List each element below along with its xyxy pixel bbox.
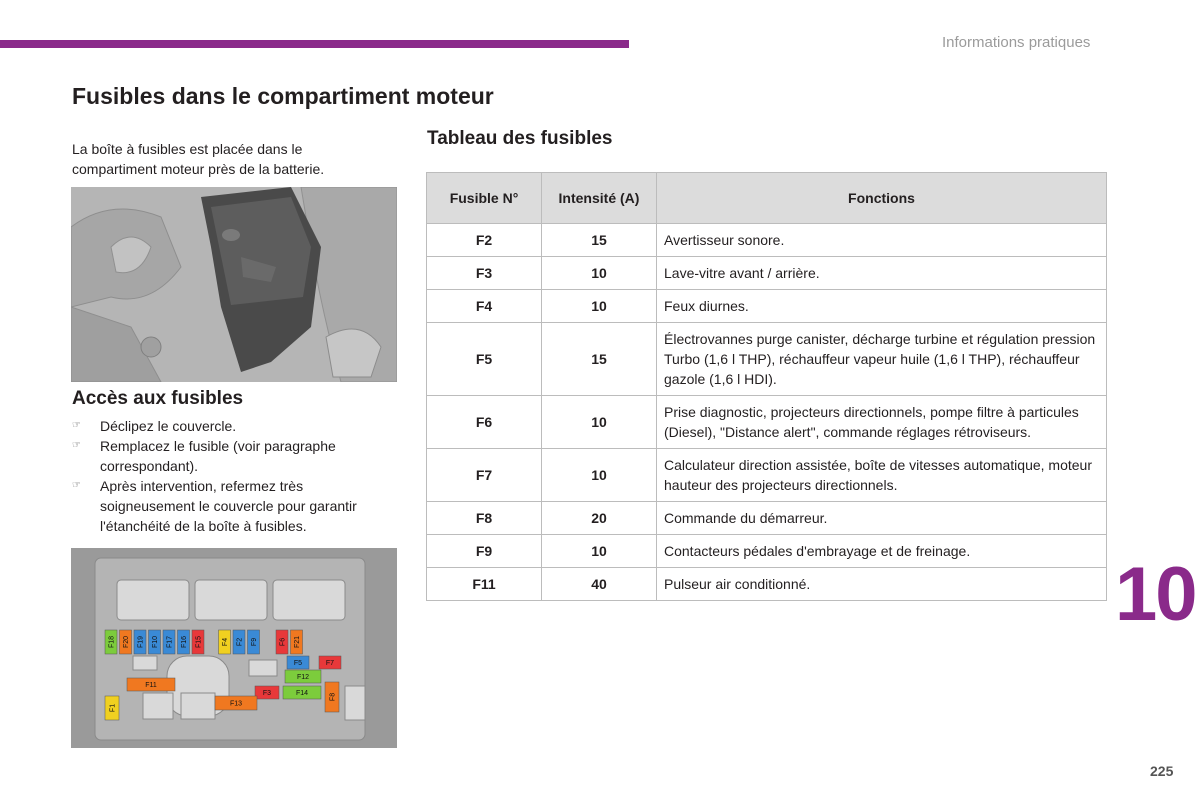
svg-text:F4: F4 [222, 637, 229, 647]
svg-text:F17: F17 [166, 635, 174, 649]
cell-amps: 10 [542, 290, 657, 323]
cell-fuse: F4 [427, 290, 542, 323]
bullet-icon: ☞ [72, 480, 81, 491]
table-row [427, 502, 1107, 535]
fuse-f21 [291, 630, 303, 654]
page-number: 225 [1150, 763, 1174, 779]
svg-text:F1: F1 [109, 703, 117, 713]
cell-func: Avertisseur sonore. [657, 224, 1107, 257]
bullet-icon: ☞ [72, 440, 81, 451]
svg-text:F12: F12 [296, 674, 310, 681]
cell-amps: 20 [542, 502, 657, 535]
fuse-f12 [285, 670, 321, 683]
fuse-table [426, 172, 1107, 601]
step-text: Après intervention, refermez très soigneusement le couvercle pour garantir l'étanchéité de la boîte à fusibles. [100, 478, 357, 534]
svg-text:F9: F9 [251, 637, 258, 647]
svg-text:F16: F16 [181, 635, 188, 649]
fuse-f11 [127, 678, 175, 691]
cell-func: Lave-vitre avant / arrière. [657, 257, 1107, 290]
fuse-f15 [192, 630, 204, 654]
fuse-f5 [287, 656, 309, 669]
list-item [72, 416, 392, 436]
table-row [427, 224, 1107, 257]
fuse-f17 [163, 630, 175, 654]
svg-text:F8: F8 [329, 692, 337, 702]
fuse-table-body [427, 224, 1107, 601]
cell-func: Électrovannes purge canister, décharge turbine et régulation pression Turbo (1,6 l THP), réchauffeur vapeur huile (1,6 l THP), réchauffeur gazole (1,6 l HDI). [657, 323, 1107, 396]
column-header-functions: Fonctions [657, 173, 1107, 224]
fuse-f13 [215, 696, 257, 710]
column-header-fuse: Fusible N° [427, 173, 542, 224]
step-text: Remplacez le fusible (voir paragraphe correspondant). [100, 438, 336, 474]
cell-amps: 10 [542, 257, 657, 290]
fuse-f19 [134, 630, 146, 654]
fuse-f20 [120, 630, 132, 654]
table-row [427, 323, 1107, 396]
bullet-icon: ☞ [72, 420, 81, 431]
cell-func: Pulseur air conditionné. [657, 568, 1107, 601]
fuse-f3 [255, 686, 279, 699]
svg-text:F13: F13 [229, 700, 243, 708]
svg-text:F3: F3 [262, 690, 272, 697]
column-header-amps: Intensité (A) [542, 173, 657, 224]
fuse-f6 [276, 630, 288, 654]
svg-text:F15: F15 [195, 635, 203, 649]
fuse-f10 [149, 630, 161, 654]
cell-func: Contacteurs pédales d'embrayage et de freinage. [657, 535, 1107, 568]
cell-amps: 15 [542, 323, 657, 396]
table-row [427, 396, 1107, 449]
svg-text:F19: F19 [137, 635, 145, 649]
engine-compartment-photo [71, 187, 397, 382]
svg-text:F14: F14 [295, 690, 309, 697]
svg-text:F6: F6 [279, 637, 287, 647]
cell-func: Calculateur direction assistée, boîte de vitesses automatique, moteur hauteur des projecteurs directionnels. [657, 449, 1107, 502]
table-row [427, 290, 1107, 323]
cell-amps: 40 [542, 568, 657, 601]
fuse-f8 [325, 682, 339, 712]
list-item [72, 436, 392, 476]
fuse-f9 [248, 630, 260, 654]
list-item [72, 476, 392, 536]
cell-fuse: F11 [427, 568, 542, 601]
cell-amps: 15 [542, 224, 657, 257]
cell-func: Feux diurnes. [657, 290, 1107, 323]
fuse-f7 [319, 656, 341, 669]
cell-amps: 10 [542, 396, 657, 449]
svg-text:F11: F11 [145, 682, 157, 689]
svg-text:F10: F10 [152, 635, 159, 649]
engine-photo-illustration [71, 187, 397, 382]
svg-text:F5: F5 [293, 660, 303, 667]
fuse-f14 [283, 686, 321, 699]
fuse-f2 [233, 630, 245, 654]
cell-func: Prise diagnostic, projecteurs directionnels, pompe filtre à particules (Diesel), "Distance alert", commande réglages rétroviseurs. [657, 396, 1107, 449]
fuse-f18 [105, 630, 117, 654]
table-row [427, 257, 1107, 290]
cell-fuse: F6 [427, 396, 542, 449]
cell-fuse: F7 [427, 449, 542, 502]
table-row [427, 449, 1107, 502]
svg-text:F20: F20 [123, 635, 130, 649]
svg-text:F2: F2 [236, 637, 244, 647]
section-label: Informations pratiques [942, 34, 1091, 51]
fuse-f1 [105, 696, 119, 720]
intro-text: La boîte à fusibles est placée dans le compartiment moteur près de la batterie. [72, 141, 325, 177]
cell-fuse: F9 [427, 535, 542, 568]
step-text: Déclipez le couvercle. [100, 418, 237, 434]
fuse-box-illustration [71, 548, 397, 748]
chapter-number: 10 [1115, 552, 1196, 637]
fuse-f16 [178, 630, 190, 654]
cell-amps: 10 [542, 535, 657, 568]
access-fuses-title: Accès aux fusibles [72, 388, 244, 409]
table-header-row [427, 173, 1107, 224]
svg-text:F21: F21 [294, 635, 301, 649]
cell-amps: 10 [542, 449, 657, 502]
fuse-f4 [219, 630, 231, 654]
table-row [427, 568, 1107, 601]
cell-fuse: F3 [427, 257, 542, 290]
fuse-table-title: Tableau des fusibles [427, 128, 613, 149]
svg-text:F18: F18 [108, 635, 116, 649]
header-accent-bar [0, 40, 629, 48]
fuse-box-diagram [71, 548, 397, 748]
table-row [427, 535, 1107, 568]
cell-fuse: F2 [427, 224, 542, 257]
page-title: Fusibles dans le compartiment moteur [72, 83, 494, 109]
svg-text:F7: F7 [325, 660, 335, 667]
cell-fuse: F8 [427, 502, 542, 535]
cell-func: Commande du démarreur. [657, 502, 1107, 535]
cell-fuse: F5 [427, 323, 542, 396]
access-steps-list [72, 416, 392, 536]
